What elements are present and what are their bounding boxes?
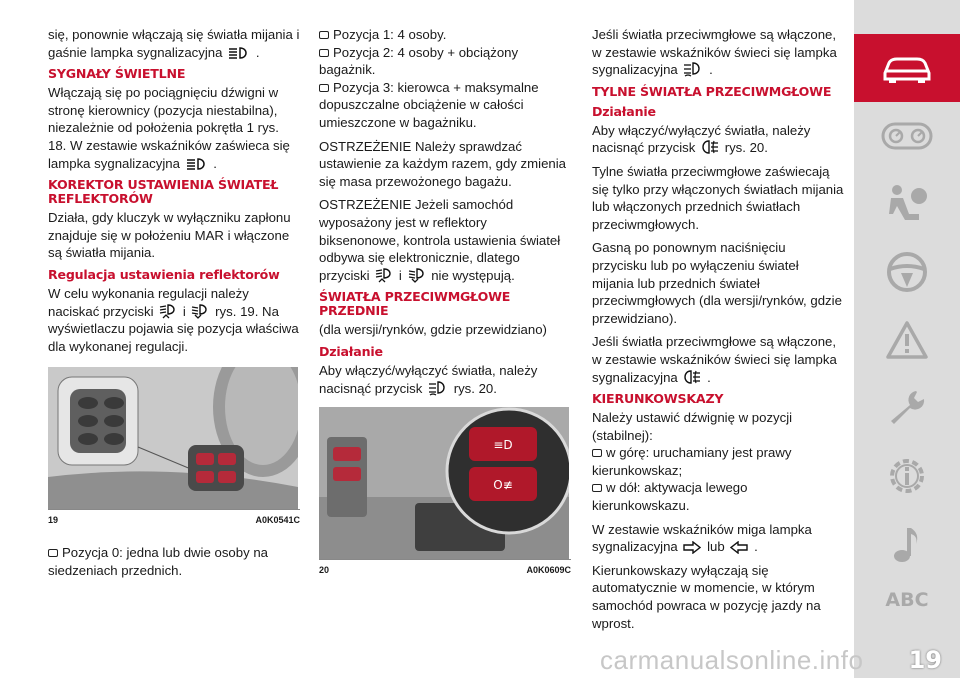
- svg-text:≡D: ≡D: [493, 438, 513, 453]
- headlight-down-icon: [191, 304, 209, 319]
- paragraph: Jeśli światła przeciwmgłowe są włączone, w zestawie wskaźników świeci się lampka sygnalizacyjna .: [592, 27, 837, 78]
- turn-right-arrow-icon: [683, 541, 701, 554]
- warning-paragraph: OSTRZEŻENIE Jeżeli samochód wyposażony jest w reflektory biksenonowe, kontrola ustawienia świateł odbywa się elektronicznie, dlatego przyciski i nie występują.: [319, 197, 561, 283]
- column-1: [48, 26, 300, 585]
- figure-19-image: [48, 367, 298, 509]
- figure-number: 20: [319, 565, 330, 576]
- dashboard-switch-illustration: [48, 367, 298, 509]
- sidebar-item-index[interactable]: [854, 566, 960, 634]
- sidebar-item-warning[interactable]: [854, 306, 960, 374]
- section-heading: TYLNE ŚWIATŁA PRZECIWMGŁOWE: [592, 83, 832, 99]
- list-item: w dół: aktywacja lewego kierunkowskazu.: [592, 480, 748, 514]
- dashboard-gauges-icon: [881, 122, 933, 150]
- page-number: 19: [908, 646, 942, 674]
- bullet-icon: [592, 484, 602, 492]
- headlight-down-icon: [408, 268, 426, 283]
- list-item: Pozycja 3: kierowca + maksymalne dopuszczalne obciążenie w całości umieszczone w bagażniku.: [319, 79, 539, 130]
- rear-fog-light-icon: [683, 370, 701, 385]
- abc-label: ABC: [885, 589, 929, 611]
- section-heading: KIERUNKOWSKAZY: [592, 391, 724, 407]
- gear-info-icon: [885, 454, 929, 498]
- music-note-icon: [892, 524, 922, 564]
- high-beam-icon: [186, 157, 208, 171]
- sidebar-item-car[interactable]: [854, 34, 960, 102]
- list-item: Pozycja 2: 4 osoby + obciążony bagażnik.: [319, 44, 519, 78]
- paragraph: Gasną po ponownym naciśnięciu przycisku lub po wyłączeniu świateł mijania lub przednich świateł przeciwmgłowych (dla wersji/rynków, gdzie przewidziano).: [592, 240, 842, 326]
- paragraph: Jeśli światła przeciwmgłowe są włączone, w zestawie wskaźników świeci się lampka sygnalizacyjna .: [592, 334, 837, 385]
- wrench-icon: [886, 387, 928, 429]
- list-item: Pozycja 1: 4 osoby.: [319, 26, 571, 44]
- figure-number: 19: [48, 515, 59, 526]
- bullet-icon: [592, 449, 602, 457]
- high-beam-icon: [228, 46, 250, 60]
- headlight-up-icon: [375, 268, 393, 283]
- sidebar-item-driving[interactable]: [854, 238, 960, 306]
- subsection-heading: Działanie: [319, 343, 383, 359]
- fog-light-switch-illustration: [319, 407, 569, 559]
- list-item: w górę: uruchamiany jest prawy kierunkowskaz;: [592, 445, 792, 478]
- bullet-icon: [319, 49, 329, 57]
- figure-caption: [48, 509, 300, 530]
- column-3: [592, 26, 844, 638]
- car-icon: [881, 53, 933, 83]
- paragraph: Aby włączyć/wyłączyć światła, należy nacisnąć przycisk rys. 20.: [319, 362, 538, 396]
- chapter-sidebar: [854, 0, 960, 678]
- headlight-up-icon: [159, 304, 177, 319]
- steering-wheel-icon: [886, 251, 928, 293]
- paragraph: Tylne światła przeciwmgłowe zaświecają się tylko przy włączonych światłach mijania lub włączonych przednich światłach przeciwmgłowych.: [592, 163, 844, 232]
- bullet-icon: [319, 31, 329, 39]
- sidebar-item-emergency[interactable]: [854, 374, 960, 442]
- sidebar-item-maintenance[interactable]: [854, 442, 960, 510]
- figure-code: A0K0541C: [255, 515, 300, 526]
- svg-text:O≢: O≢: [493, 478, 513, 493]
- paragraph: Aby włączyć/wyłączyć światła, należy nacisnąć przycisk rys. 20.: [592, 122, 811, 156]
- rear-fog-light-icon: [701, 140, 719, 155]
- watermark: carmanualsonline.info: [600, 645, 864, 675]
- paragraph: Działa, gdy kluczyk w wyłączniku zapłonu znajduje się w położeniu MAR i włączone są światła mijania.: [48, 210, 291, 261]
- sidebar-item-dashboard[interactable]: [854, 102, 960, 170]
- paragraph: W zestawie wskaźników miga lampka sygnalizacyjna lub .: [592, 521, 812, 555]
- column-2: [319, 26, 571, 580]
- figure-code: A0K0609C: [526, 565, 571, 576]
- figure-20: [319, 407, 571, 580]
- figure-20-image: [319, 407, 569, 559]
- paragraph: Należy ustawić dźwignię w pozycji (stabilnej):: [592, 410, 793, 443]
- section-heading: ŚWIATŁA PRZECIWMGŁOWE PRZEDNIE: [319, 289, 511, 319]
- bullet-icon: [48, 549, 58, 557]
- paragraph: Włączają się po pociągnięciu dźwigni w stronę kierownicy (pozycja niestabilna), niezależnie od położenia pokrętła 1 rys. 18. W zestawie wskaźników zaświeca się lampka sygnalizacyjna .: [48, 85, 290, 171]
- paragraph: Kierunkowskazy wyłączają się automatycznie w momencie, w którym samochód powraca w pozycję jazdy na wprost.: [592, 562, 821, 631]
- section-heading: SYGNAŁY ŚWIETLNE: [48, 66, 186, 82]
- subsection-heading: Regulacja ustawienia reflektorów: [48, 266, 280, 282]
- subsection-heading: Działanie: [592, 103, 656, 119]
- section-heading: KOREKTOR USTAWIENIA ŚWIATEŁ REFLEKTORÓW: [48, 177, 279, 207]
- turn-left-arrow-icon: [730, 541, 748, 554]
- sidebar-item-safety[interactable]: [854, 170, 960, 238]
- airbag-seat-icon: [885, 184, 929, 224]
- paragraph: (dla wersji/rynków, gdzie przewidziano): [319, 322, 547, 338]
- warning-paragraph: OSTRZEŻENIE Należy sprawdzać ustawienie za każdym razem, gdy zmienia się masa przewożonego bagażu.: [319, 138, 567, 189]
- front-fog-light-icon: [428, 381, 448, 396]
- list-item: Pozycja 0: jedna lub dwie osoby na siedzeniach przednich.: [48, 544, 269, 578]
- front-fog-light-icon: [683, 62, 703, 77]
- bullet-icon: [319, 84, 329, 92]
- paragraph: W celu wykonania regulacji należy naciskać przyciski i rys. 19. Na wyświetlaczu pojawia się pozycja właściwa dla wykonanej regulacji.: [48, 285, 299, 354]
- paragraph: się, ponownie włączają się światła mijania i gaśnie lampka sygnalizacyjna .: [48, 27, 300, 60]
- figure-19: [48, 367, 300, 530]
- figure-caption: [319, 559, 571, 580]
- warning-triangle-icon: [885, 320, 929, 360]
